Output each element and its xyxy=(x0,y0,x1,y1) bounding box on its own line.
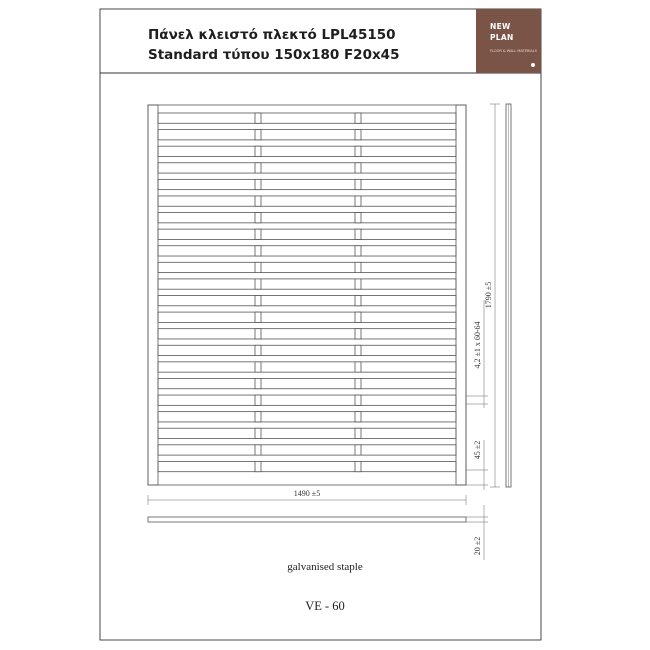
staple-batten xyxy=(255,412,261,422)
staple-batten xyxy=(255,246,261,256)
staple-batten xyxy=(255,262,261,272)
staple-battens xyxy=(255,113,361,472)
logo-word-new: NEW xyxy=(490,22,511,31)
staple-batten xyxy=(255,445,261,455)
slat xyxy=(158,362,456,372)
staple-batten xyxy=(355,362,361,372)
logo-dot-icon xyxy=(531,63,535,67)
staple-batten xyxy=(355,213,361,223)
staple-batten xyxy=(355,246,361,256)
staple-batten xyxy=(355,262,361,272)
staple-batten xyxy=(355,461,361,471)
staple-batten xyxy=(355,130,361,140)
staple-batten xyxy=(355,428,361,438)
slat xyxy=(158,130,456,140)
staple-batten xyxy=(255,146,261,156)
staple-batten xyxy=(255,113,261,123)
staple-batten xyxy=(355,445,361,455)
product-title: Πάνελ κλειστό πλεκτό LPL45150 xyxy=(148,27,396,43)
staple-batten xyxy=(255,312,261,322)
slat xyxy=(158,229,456,239)
slat xyxy=(158,428,456,438)
staple-batten xyxy=(355,163,361,173)
slat xyxy=(158,378,456,388)
staple-batten xyxy=(255,378,261,388)
slat xyxy=(158,296,456,306)
staple-batten xyxy=(255,395,261,405)
slat xyxy=(158,196,456,206)
staple-batten xyxy=(255,329,261,339)
panel-side-view xyxy=(506,104,511,487)
slat-dimension-label: 4,2 ±1 x 60-64 xyxy=(473,321,482,369)
bottom-frame xyxy=(148,517,466,522)
panel-bottom-view xyxy=(148,517,466,522)
slat xyxy=(158,445,456,455)
logo-word-plan: PLAN xyxy=(490,33,514,42)
slat xyxy=(158,279,456,289)
staple-batten xyxy=(255,362,261,372)
slat xyxy=(158,213,456,223)
staple-batten xyxy=(355,378,361,388)
staple-batten xyxy=(255,163,261,173)
frame-dimension-label: 45 ±2 xyxy=(473,440,482,460)
left-post xyxy=(148,105,158,485)
slat xyxy=(158,345,456,355)
slat xyxy=(158,329,456,339)
fastener-caption: galvanised staple xyxy=(287,561,363,573)
staple-batten xyxy=(255,213,261,223)
staple-batten xyxy=(355,296,361,306)
staple-batten xyxy=(255,196,261,206)
slat-group xyxy=(158,113,456,472)
panel-front-view xyxy=(148,105,466,485)
slat xyxy=(158,113,456,123)
staple-batten xyxy=(355,329,361,339)
staple-batten xyxy=(355,113,361,123)
staple-batten xyxy=(255,130,261,140)
staple-batten xyxy=(355,279,361,289)
slat xyxy=(158,461,456,471)
staple-batten xyxy=(355,345,361,355)
right-post xyxy=(456,105,466,485)
width-dimension-label: 1490 ±5 xyxy=(293,489,321,498)
slat xyxy=(158,412,456,422)
staple-batten xyxy=(355,395,361,405)
slat xyxy=(158,146,456,156)
product-code: VE - 60 xyxy=(305,599,345,613)
slat xyxy=(158,395,456,405)
staple-batten xyxy=(355,146,361,156)
staple-batten xyxy=(255,296,261,306)
staple-batten xyxy=(355,229,361,239)
staple-batten xyxy=(255,461,261,471)
staple-batten xyxy=(255,279,261,289)
slat xyxy=(158,312,456,322)
staple-batten xyxy=(355,196,361,206)
dimension-lines xyxy=(148,104,500,560)
slat xyxy=(158,262,456,272)
slat xyxy=(158,179,456,189)
height-dimension-label: 1790 ±5 xyxy=(484,281,493,309)
staple-batten xyxy=(355,179,361,189)
brand-logo xyxy=(476,9,541,73)
slat xyxy=(158,246,456,256)
staple-batten xyxy=(255,345,261,355)
staple-batten xyxy=(255,179,261,189)
product-subtitle: Standard τύπου 150x180 F20x45 xyxy=(148,47,400,63)
staple-batten xyxy=(355,412,361,422)
staple-batten xyxy=(255,229,261,239)
thickness-dimension-label: 20 ±2 xyxy=(473,536,482,556)
logo-tagline: FLOOR & WALL MATERIALS xyxy=(490,49,537,53)
staple-batten xyxy=(255,428,261,438)
staple-batten xyxy=(355,312,361,322)
slat xyxy=(158,163,456,173)
